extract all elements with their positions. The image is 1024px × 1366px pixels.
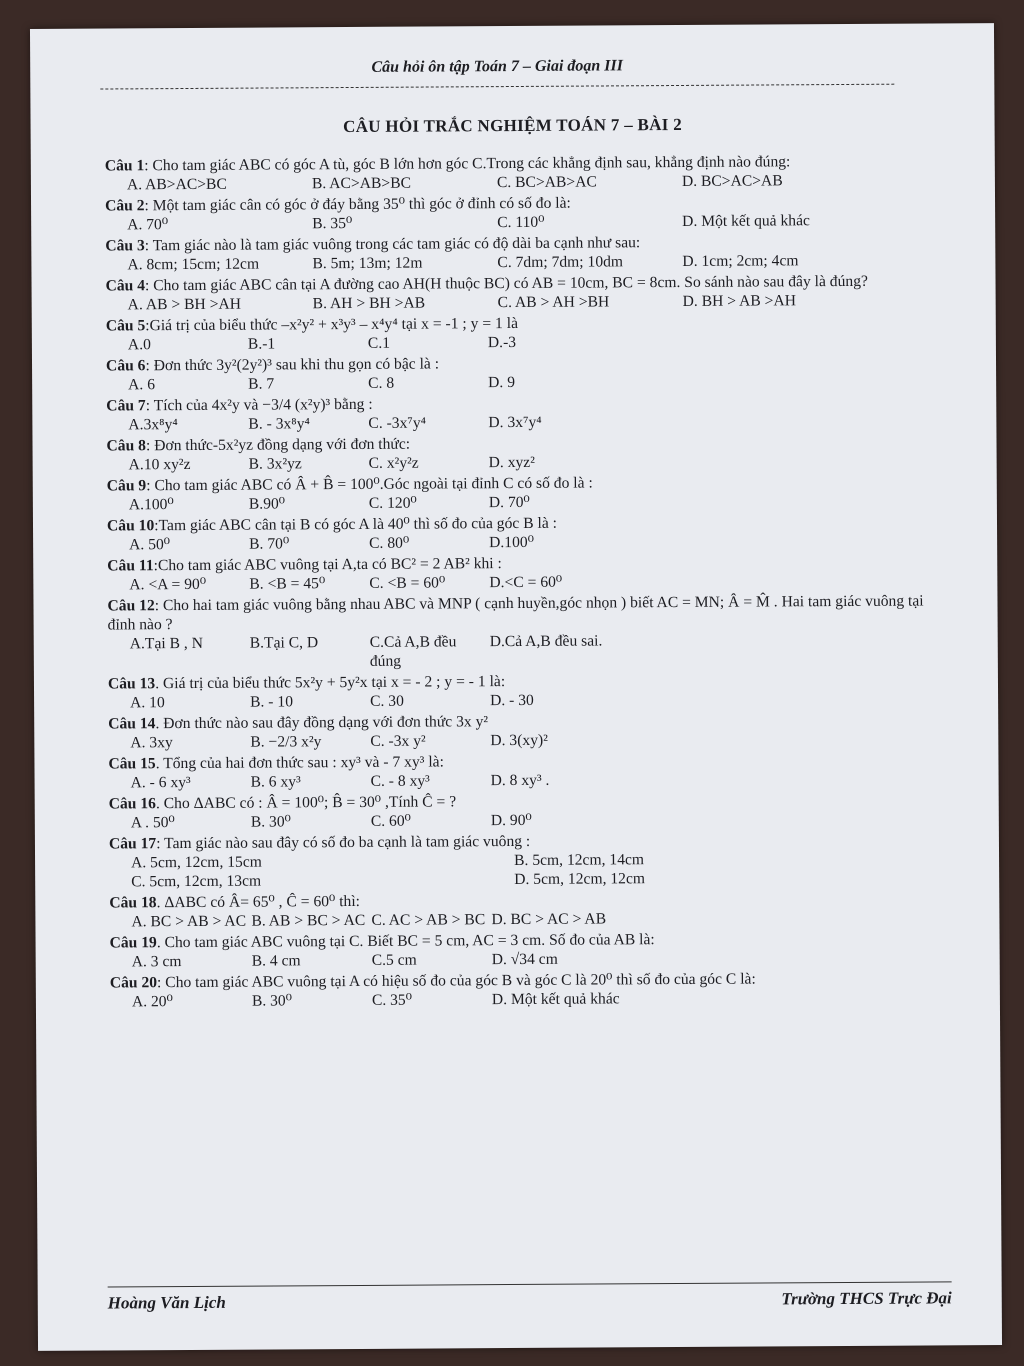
answer-option[interactable]: D. BC>AC>AB <box>681 172 783 190</box>
question-number: Câu 9 <box>106 477 147 495</box>
answer-option[interactable]: B. 6 xy³ <box>250 773 301 791</box>
question-text: :Cho tam giác ABC vuông tại A,ta có BC² = 2 AB² khi : <box>153 555 502 575</box>
question-text: . Tổng của hai đơn thức sau : xy³ và - 7 xy³ là: <box>155 753 444 773</box>
answer-option[interactable]: D. 5cm, 12cm, 12cm <box>514 870 646 889</box>
answer-option[interactable]: C.Cả A,B đều đúng <box>369 633 457 670</box>
question-number: Câu 16 <box>108 795 156 813</box>
answer-option[interactable]: B. 5m; 13m; 12m <box>312 254 423 273</box>
answer-option[interactable]: A. 3xy <box>130 734 173 752</box>
question-number: Câu 17 <box>108 835 157 853</box>
answer-option[interactable]: C. 7dm; 7dm; 10dm <box>497 253 624 272</box>
answer-option[interactable]: B. −2/3 x²y <box>250 733 322 751</box>
answer-options <box>108 688 928 712</box>
question-item <box>107 471 927 514</box>
question-text: :Giá trị của biểu thức –x²y² + x³y³ – x⁴y⁴ tại x = -1 ; y = 1 là <box>145 314 519 335</box>
answer-option[interactable]: B. 30⁰ <box>250 813 291 831</box>
answer-option[interactable]: A . 50⁰ <box>130 814 175 832</box>
answer-option[interactable]: B.90⁰ <box>248 495 286 513</box>
answer-option[interactable]: A.10 xy²z <box>128 455 191 474</box>
question-text: . Cho ΔABC có : Â = 100⁰; B̂ = 30⁰ ,Tính Ĉ = ? <box>155 793 457 813</box>
answer-option[interactable]: B. 7 <box>248 375 275 393</box>
question-text: : Tam giác nào sau đây có số đo ba cạnh là tam giác vuông : <box>156 832 531 853</box>
answer-options <box>109 768 929 792</box>
answer-option[interactable]: A. BC > AB > AC <box>131 912 247 931</box>
answer-option[interactable]: D. 90⁰ <box>490 811 532 830</box>
question-number: Câu 4 <box>105 277 146 295</box>
answer-option[interactable]: B. 4 cm <box>251 952 301 970</box>
answer-options <box>107 490 927 514</box>
question-item <box>108 669 928 712</box>
answer-option[interactable]: B. 35⁰ <box>312 214 353 233</box>
question-text: : Cho tam giác ABC có góc A tù, góc B lớn hơn góc C.Trong các khẳng định sau, khẳng định nào đúng: <box>144 153 791 175</box>
question-item <box>105 191 925 234</box>
answer-option[interactable]: D.Cả A,B đều sai. <box>489 632 603 651</box>
answer-option[interactable]: A.0 <box>127 336 151 354</box>
question-text: : Cho tam giác ABC cân tại A đường cao AH(H thuộc BC) có AB = 10cm, BC = 8cm. So sánh nào sau đây là đúng? <box>144 272 868 295</box>
answer-options <box>105 210 925 234</box>
answer-option[interactable]: C. 110⁰ <box>497 213 545 232</box>
question-text: . Đơn thức nào sau đây đồng dạng với đơn thức 3x y² <box>155 713 489 733</box>
answer-options <box>107 530 927 554</box>
question-number: Câu 15 <box>108 755 156 773</box>
question-text: . ΔABC có Â= 65⁰ , Ĉ = 60⁰ thì: <box>156 892 361 912</box>
answer-option[interactable]: B. 3x²yz <box>248 455 302 473</box>
answer-option[interactable]: C. 5cm, 12cm, 13cm <box>131 872 262 891</box>
question-item <box>107 551 927 594</box>
answer-option[interactable]: A. 70⁰ <box>127 216 169 234</box>
answer-option[interactable]: A.3x⁸y⁴ <box>128 416 178 434</box>
answer-option[interactable]: C. -3x⁷y⁴ <box>368 414 427 432</box>
answer-option[interactable]: C. BC>AB>AC <box>496 173 597 192</box>
answer-option[interactable]: A. 6 <box>128 376 156 394</box>
question-number: Câu 2 <box>105 197 145 215</box>
question-item <box>105 271 925 314</box>
answer-options <box>105 170 925 194</box>
answer-option[interactable]: A. AB>AC>BC <box>126 175 227 194</box>
answer-options <box>109 808 929 832</box>
answer-option[interactable]: C.5 cm <box>371 951 417 969</box>
question-item <box>106 431 926 474</box>
question-text: . Cho tam giác ABC vuông tại C. Biết BC = 5 cm, AC = 3 cm. Số đo của AB là: <box>156 931 655 952</box>
footer <box>108 1281 952 1313</box>
question-text: : Cho tam giác ABC có Â + B̂ = 100⁰.Góc ngoài tại đỉnh C có số đo là : <box>146 474 593 495</box>
answer-option[interactable]: C. 60⁰ <box>370 812 411 830</box>
question-item <box>106 311 926 354</box>
question-number: Câu 11 <box>107 557 154 575</box>
answer-option[interactable]: C. 35⁰ <box>371 991 413 1009</box>
answer-option[interactable]: C. AB > AH >BH <box>497 293 610 312</box>
question-item <box>109 789 929 832</box>
exam-sheet <box>30 23 1002 1351</box>
question-number: Câu 20 <box>109 974 158 992</box>
running-header: Câu hỏi ôn tập Toán 7 – Giai đoạn III <box>100 56 894 90</box>
answer-options <box>110 987 930 1011</box>
answer-option[interactable]: B. 30⁰ <box>251 992 293 1010</box>
answer-option[interactable]: A.100⁰ <box>128 496 174 514</box>
answer-options <box>107 450 927 474</box>
answer-option[interactable]: D. 8 xy³ . <box>490 771 550 790</box>
answer-option[interactable]: A. 50⁰ <box>129 536 171 554</box>
question-text: . Giá trị của biểu thức 5x²y + 5y²x tại x = - 2 ; y = - 1 là: <box>155 673 506 693</box>
answer-option[interactable]: D. BH > AB >AH <box>682 292 797 310</box>
answer-option[interactable]: B. AB > BC > AC <box>251 911 366 930</box>
answer-options <box>107 570 927 594</box>
answer-option[interactable]: D.<C = 60⁰ <box>489 573 563 592</box>
question-number: Câu 13 <box>107 675 156 693</box>
question-number: Câu 3 <box>105 237 145 255</box>
page-title: CÂU HỎI TRẮC NGHIỆM TOÁN 7 – BÀI 2 <box>343 114 683 137</box>
answer-option[interactable]: D. Một kết quả khác <box>491 990 620 1009</box>
question-item <box>109 829 929 891</box>
answer-option[interactable]: D.-3 <box>487 333 517 352</box>
answer-option[interactable]: A. AB > BH >AH <box>127 295 242 314</box>
question-number: Câu 18 <box>109 894 157 912</box>
question-text: : Đơn thức-5x²yz đồng dạng với đơn thức: <box>145 435 411 455</box>
question-item <box>107 511 927 554</box>
answer-option[interactable]: C. <B = 60⁰ <box>369 574 446 592</box>
answer-option[interactable]: D. 1cm; 2cm; 4cm <box>682 252 799 270</box>
question-item <box>110 968 930 1011</box>
question-item <box>106 391 926 434</box>
answer-option[interactable]: B. - 3x⁸y⁴ <box>248 415 311 433</box>
answer-option[interactable]: B.Tại C, D <box>249 634 319 652</box>
answer-option[interactable]: D. √34 cm <box>491 950 558 969</box>
answer-option[interactable]: C. 8 <box>368 374 395 392</box>
answer-options <box>105 250 925 274</box>
answer-option[interactable]: D. 3x⁷y⁴ <box>488 413 542 432</box>
question-list <box>105 151 930 1013</box>
answer-option[interactable]: C. 80⁰ <box>369 534 410 552</box>
answer-options <box>109 907 929 931</box>
answer-option[interactable]: A. - 6 xy³ <box>130 773 191 792</box>
school-name: Trường THCS Trực Đại <box>781 1288 952 1309</box>
answer-option[interactable]: B.-1 <box>247 335 276 353</box>
question-number: Câu 7 <box>106 397 146 415</box>
question-stem <box>107 591 927 634</box>
answer-option[interactable]: D.100⁰ <box>489 533 534 552</box>
answer-option[interactable]: D. xyz² <box>488 453 535 472</box>
answer-option[interactable]: A. 3 cm <box>131 953 182 971</box>
answer-options <box>106 290 926 314</box>
question-text: : Tam giác nào là tam giác vuông trong các tam giác có độ dài ba cạnh như sau: <box>144 234 641 255</box>
answer-option[interactable]: D. BC > AC > AB <box>491 910 607 929</box>
answer-option[interactable]: B. AC>AB>BC <box>311 174 412 193</box>
question-number: Câu 19 <box>109 934 157 952</box>
answer-option[interactable]: D. Một kết quả khác <box>682 212 810 230</box>
answer-option[interactable]: A. 20⁰ <box>131 993 173 1011</box>
answer-option[interactable]: A. 10 <box>130 694 165 712</box>
answer-option[interactable]: B. - 10 <box>250 693 294 711</box>
answer-option[interactable]: D. 3(xy)² <box>490 731 548 750</box>
answer-option[interactable]: C. x²y²z <box>368 454 419 472</box>
question-item <box>107 591 927 672</box>
answer-option[interactable]: C. AC > AB > BC <box>371 911 486 929</box>
question-number: Câu 12 <box>107 597 155 615</box>
question-text: : Một tam giác cân có góc ở đáy bằng 35⁰ thì góc ở đỉnh có số đo là: <box>144 194 571 215</box>
answer-option[interactable]: D. 70⁰ <box>488 493 530 512</box>
question-item <box>106 351 926 394</box>
question-item <box>108 749 928 792</box>
answer-options <box>106 410 926 434</box>
question-item <box>108 709 928 752</box>
question-text: : Cho hai tam giác vuông bằng nhau ABC và MNP ( cạnh huyền,góc nhọn ) biết AC = MN; Â = M̂ . Hai tam giác vuông tại đỉnh nào ? <box>107 592 924 634</box>
question-number: Câu 1 <box>104 157 145 175</box>
question-number: Câu 10 <box>106 517 155 535</box>
answer-option[interactable]: D. - 30 <box>490 691 534 710</box>
author-name: Hoàng Văn Lịch <box>107 1292 226 1313</box>
answer-option[interactable]: C. - 8 xy³ <box>370 772 430 790</box>
answer-option[interactable]: A. 8cm; 15cm; 12cm <box>127 255 260 274</box>
answer-option[interactable]: B. <B = 45⁰ <box>249 575 326 593</box>
answer-option[interactable]: B. 5cm, 12cm, 14cm <box>514 851 645 870</box>
answer-option[interactable]: C. -3x y² <box>370 732 426 750</box>
answer-option[interactable]: B. 70⁰ <box>249 535 290 553</box>
answer-option[interactable]: A. 5cm, 12cm, 15cm <box>131 853 262 872</box>
answer-option[interactable]: D. 9 <box>488 374 516 392</box>
answer-option[interactable]: B. AH > BH >AB <box>312 294 426 313</box>
answer-options <box>106 370 926 394</box>
answer-options <box>108 629 928 672</box>
answer-options <box>110 947 930 971</box>
question-item <box>105 151 925 194</box>
answer-option[interactable]: A. <A = 90⁰ <box>129 575 207 594</box>
question-text: : Đơn thức 3y²(2y²)³ sau khi thu gọn có bậc là : <box>145 355 440 375</box>
answer-options <box>106 330 926 354</box>
question-number: Câu 6 <box>105 357 146 375</box>
question-text: : Cho tam giác ABC vuông tại A có hiệu số đo của góc B và góc C là 20⁰ thì số đo của góc C là: <box>156 970 756 992</box>
answer-option[interactable]: C.1 <box>367 334 391 352</box>
question-text: :Tam giác ABC cân tại B có góc A là 40⁰ thì số đo của góc B là : <box>154 514 558 535</box>
question-number: Câu 8 <box>106 437 147 455</box>
question-item <box>105 231 925 274</box>
question-item <box>109 888 929 931</box>
answer-options <box>108 728 928 752</box>
question-number: Câu 14 <box>108 715 156 733</box>
question-item <box>109 928 929 971</box>
answer-option[interactable]: C. 120⁰ <box>368 494 417 512</box>
question-text: : Tích của 4x²y và −3/4 (x²y)³ bằng : <box>145 395 373 415</box>
answer-option[interactable]: A.Tại B , N <box>129 634 203 653</box>
answer-options <box>109 848 929 891</box>
answer-option[interactable]: C. 30 <box>370 692 404 710</box>
question-number: Câu 5 <box>105 317 146 335</box>
